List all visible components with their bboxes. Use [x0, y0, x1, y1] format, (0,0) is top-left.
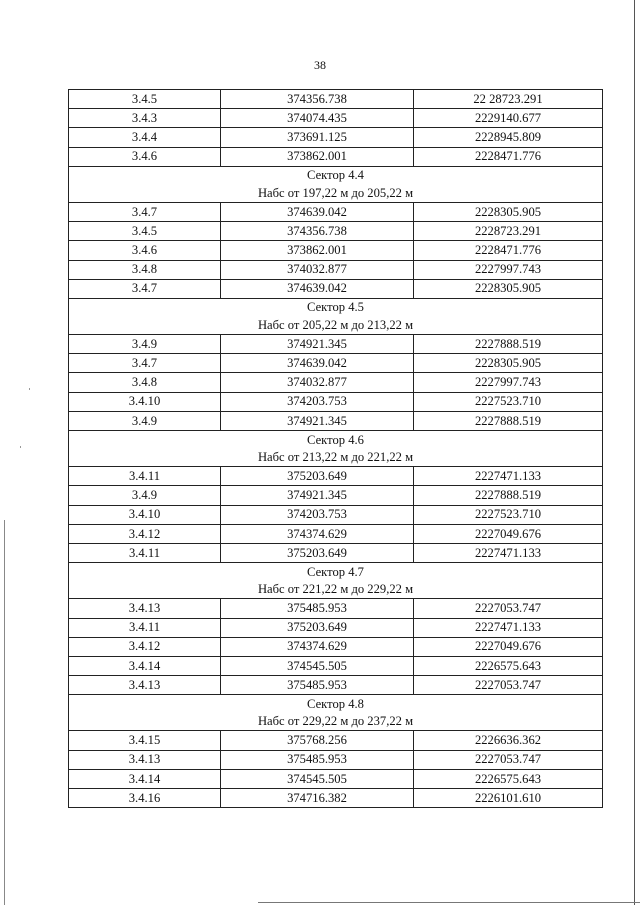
- sector-title: Сектор 4.7: [69, 563, 603, 581]
- y-coordinate-cell: 2226575.643: [414, 769, 603, 788]
- sector-range-row: [69, 316, 603, 334]
- y-coordinate-cell: 2226636.362: [414, 731, 603, 750]
- x-coordinate-cell: 375485.953: [221, 599, 414, 618]
- x-coordinate-cell: 375203.649: [221, 543, 414, 562]
- sector-title-row: [69, 166, 603, 184]
- sector-title-row: [69, 695, 603, 713]
- point-number-cell: 3.4.7: [69, 202, 221, 221]
- y-coordinate-cell: 2227888.519: [414, 335, 603, 354]
- x-coordinate-cell: 374203.753: [221, 392, 414, 411]
- table-row: [69, 467, 603, 486]
- y-coordinate-cell: 2227053.747: [414, 750, 603, 769]
- sector-title-row: [69, 563, 603, 581]
- sector-title-row: [69, 431, 603, 449]
- coordinates-table: [68, 89, 603, 808]
- x-coordinate-cell: 373862.001: [221, 241, 414, 260]
- x-coordinate-cell: 374921.345: [221, 486, 414, 505]
- x-coordinate-cell: 374032.877: [221, 373, 414, 392]
- table-row: [69, 486, 603, 505]
- point-number-cell: 3.4.11: [69, 467, 221, 486]
- table-row: [69, 411, 603, 430]
- scan-speck: [29, 388, 30, 390]
- x-coordinate-cell: 374074.435: [221, 109, 414, 128]
- point-number-cell: 3.4.7: [69, 279, 221, 298]
- x-coordinate-cell: 375203.649: [221, 467, 414, 486]
- y-coordinate-cell: 2228305.905: [414, 202, 603, 221]
- y-coordinate-cell: 2227523.710: [414, 392, 603, 411]
- y-coordinate-cell: 2228305.905: [414, 279, 603, 298]
- table-row: [69, 147, 603, 166]
- point-number-cell: 3.4.15: [69, 731, 221, 750]
- sector-title: Сектор 4.4: [69, 166, 603, 184]
- point-number-cell: 3.4.5: [69, 90, 221, 109]
- table-row: [69, 202, 603, 221]
- table-row: [69, 750, 603, 769]
- point-number-cell: 3.4.12: [69, 637, 221, 656]
- sector-title: Сектор 4.8: [69, 695, 603, 713]
- table-row: [69, 241, 603, 260]
- point-number-cell: 3.4.9: [69, 411, 221, 430]
- table-row: [69, 599, 603, 618]
- sector-range-row: [69, 581, 603, 599]
- sector-title-row: [69, 298, 603, 316]
- point-number-cell: 3.4.7: [69, 354, 221, 373]
- x-coordinate-cell: 375203.649: [221, 618, 414, 637]
- point-number-cell: 3.4.13: [69, 599, 221, 618]
- y-coordinate-cell: 2227997.743: [414, 373, 603, 392]
- y-coordinate-cell: 2226101.610: [414, 789, 603, 808]
- x-coordinate-cell: 374374.629: [221, 637, 414, 656]
- y-coordinate-cell: 2227049.676: [414, 524, 603, 543]
- x-coordinate-cell: 374921.345: [221, 335, 414, 354]
- sector-height-range: Набс от 229,22 м до 237,22 м: [69, 713, 603, 731]
- point-number-cell: 3.4.10: [69, 505, 221, 524]
- table-row: [69, 392, 603, 411]
- point-number-cell: 3.4.8: [69, 260, 221, 279]
- table-row: [69, 354, 603, 373]
- table-row: [69, 222, 603, 241]
- x-coordinate-cell: 374639.042: [221, 354, 414, 373]
- table-row: [69, 524, 603, 543]
- table-row: [69, 656, 603, 675]
- y-coordinate-cell: 2229140.677: [414, 109, 603, 128]
- x-coordinate-cell: 374356.738: [221, 90, 414, 109]
- scan-edge-right: [634, 0, 635, 905]
- point-number-cell: 3.4.11: [69, 618, 221, 637]
- y-coordinate-cell: 2228723.291: [414, 222, 603, 241]
- sector-range-row: [69, 449, 603, 467]
- table-row: [69, 373, 603, 392]
- y-coordinate-cell: 2228471.776: [414, 241, 603, 260]
- table-row: [69, 109, 603, 128]
- y-coordinate-cell: 2226575.643: [414, 656, 603, 675]
- table-row: [69, 769, 603, 788]
- y-coordinate-cell: 2227888.519: [414, 411, 603, 430]
- y-coordinate-cell: 2227471.133: [414, 618, 603, 637]
- y-coordinate-cell: 2228945.809: [414, 128, 603, 147]
- y-coordinate-cell: 2227049.676: [414, 637, 603, 656]
- y-coordinate-cell: 2228305.905: [414, 354, 603, 373]
- table-row: [69, 618, 603, 637]
- x-coordinate-cell: 374639.042: [221, 202, 414, 221]
- point-number-cell: 3.4.9: [69, 486, 221, 505]
- x-coordinate-cell: 373862.001: [221, 147, 414, 166]
- table-row: [69, 260, 603, 279]
- point-number-cell: 3.4.13: [69, 750, 221, 769]
- point-number-cell: 3.4.10: [69, 392, 221, 411]
- sector-height-range: Набс от 213,22 м до 221,22 м: [69, 449, 603, 467]
- sector-height-range: Набс от 221,22 м до 229,22 м: [69, 581, 603, 599]
- table-row: [69, 279, 603, 298]
- x-coordinate-cell: 375485.953: [221, 676, 414, 695]
- table-row: [69, 543, 603, 562]
- x-coordinate-cell: 374545.505: [221, 656, 414, 675]
- x-coordinate-cell: 373691.125: [221, 128, 414, 147]
- x-coordinate-cell: 374203.753: [221, 505, 414, 524]
- table-row: [69, 789, 603, 808]
- page-number: 38: [314, 58, 326, 72]
- point-number-cell: 3.4.13: [69, 676, 221, 695]
- x-coordinate-cell: 374374.629: [221, 524, 414, 543]
- sector-range-row: [69, 713, 603, 731]
- y-coordinate-cell: 22 28723.291: [414, 90, 603, 109]
- x-coordinate-cell: 374032.877: [221, 260, 414, 279]
- coordinates-table-body: [69, 90, 603, 808]
- sector-height-range: Набс от 197,22 м до 205,22 м: [69, 184, 603, 202]
- sector-height-range: Набс от 205,22 м до 213,22 м: [69, 316, 603, 334]
- point-number-cell: 3.4.3: [69, 109, 221, 128]
- table-row: [69, 335, 603, 354]
- point-number-cell: 3.4.4: [69, 128, 221, 147]
- sector-range-row: [69, 184, 603, 202]
- table-row: [69, 676, 603, 695]
- table-row: [69, 505, 603, 524]
- x-coordinate-cell: 374716.382: [221, 789, 414, 808]
- y-coordinate-cell: 2227471.133: [414, 467, 603, 486]
- sector-title: Сектор 4.5: [69, 298, 603, 316]
- sector-title: Сектор 4.6: [69, 431, 603, 449]
- scan-edge-left: [4, 520, 5, 905]
- table-row: [69, 128, 603, 147]
- point-number-cell: 3.4.6: [69, 147, 221, 166]
- point-number-cell: 3.4.16: [69, 789, 221, 808]
- y-coordinate-cell: 2228471.776: [414, 147, 603, 166]
- x-coordinate-cell: 375485.953: [221, 750, 414, 769]
- y-coordinate-cell: 2227523.710: [414, 505, 603, 524]
- y-coordinate-cell: 2227471.133: [414, 543, 603, 562]
- point-number-cell: 3.4.14: [69, 769, 221, 788]
- scan-speck: [20, 446, 21, 448]
- table-row: [69, 637, 603, 656]
- table-row: [69, 731, 603, 750]
- x-coordinate-cell: 374921.345: [221, 411, 414, 430]
- scan-edge-bottom: [258, 902, 640, 903]
- point-number-cell: 3.4.6: [69, 241, 221, 260]
- point-number-cell: 3.4.5: [69, 222, 221, 241]
- table-row: [69, 90, 603, 109]
- point-number-cell: 3.4.9: [69, 335, 221, 354]
- x-coordinate-cell: 374545.505: [221, 769, 414, 788]
- point-number-cell: 3.4.14: [69, 656, 221, 675]
- point-number-cell: 3.4.12: [69, 524, 221, 543]
- y-coordinate-cell: 2227053.747: [414, 599, 603, 618]
- point-number-cell: 3.4.11: [69, 543, 221, 562]
- y-coordinate-cell: 2227997.743: [414, 260, 603, 279]
- x-coordinate-cell: 375768.256: [221, 731, 414, 750]
- y-coordinate-cell: 2227888.519: [414, 486, 603, 505]
- point-number-cell: 3.4.8: [69, 373, 221, 392]
- y-coordinate-cell: 2227053.747: [414, 676, 603, 695]
- x-coordinate-cell: 374356.738: [221, 222, 414, 241]
- x-coordinate-cell: 374639.042: [221, 279, 414, 298]
